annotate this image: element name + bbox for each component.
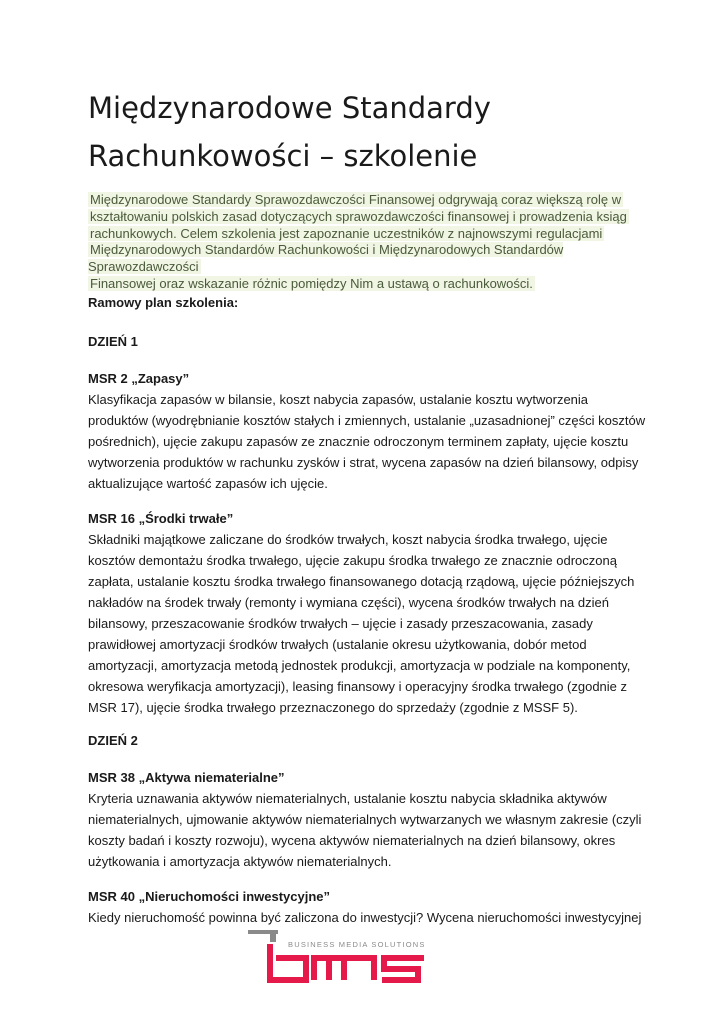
section-msr38 bbox=[88, 767, 648, 872]
plan-heading: Ramowy plan szkolenia: bbox=[88, 295, 239, 310]
section-line: wytworzenia produktów w rachunku zysków i strat, wycena zapasów na dzień bilansowy, odpisy bbox=[88, 455, 639, 470]
section-msr2 bbox=[88, 368, 648, 494]
section-msr16 bbox=[88, 508, 648, 718]
section-line: MSR 17), ujęcie środka trwałego przeznaczonego do sprzedaży (zgodnie z MSSF 5). bbox=[88, 700, 578, 715]
intro-line: Finansowej oraz wskazanie różnic pomiędzy Nim a ustawą o rachunkowości. bbox=[90, 275, 533, 291]
logo-bar-stem-icon bbox=[270, 930, 276, 942]
section-line: użytkowania i amortyzacja aktywów niematerialnych. bbox=[88, 854, 392, 869]
intro-line: kształtowaniu polskich zasad dotyczących sprawozdawczości finansowej i prowadzenia ksiąg bbox=[90, 208, 627, 224]
section-heading: MSR 16 „Środki trwałe” bbox=[88, 511, 234, 526]
logo-m-icon bbox=[314, 958, 374, 980]
title-line-2: Rachunkowości – szkolenie bbox=[88, 139, 478, 173]
section-line: niematerialnych, ujmowanie aktywów niematerialnych wytwarzanych we własnym zakresie (czyli bbox=[88, 812, 642, 827]
section-heading: MSR 2 „Zapasy” bbox=[88, 371, 190, 386]
section-line: amortyzacji, amortyzacja metodą jednostek produkcji, amortyzacja w podziale na komponenty, bbox=[88, 658, 631, 673]
intro-line: Międzynarodowe Standardy Sprawozdawczości Finansowej odgrywają coraz większą rolę w bbox=[90, 192, 622, 207]
page-title bbox=[88, 84, 688, 180]
section-msr40 bbox=[88, 886, 648, 928]
section-line: Kiedy nieruchomość powinna być zaliczona do inwestycji? Wycena nieruchomości inwestycyjnej bbox=[88, 910, 642, 925]
section-line: produktów (wyodrębnianie kosztów stałych i zmiennych, ustalanie „uzasadnionej” części kosztów bbox=[88, 413, 646, 428]
section-line: Składniki majątkowe zaliczane do środków trwałych, koszt nabycia środka trwałego, ujęcie bbox=[88, 532, 608, 547]
section-line: nakładów na środek trwały (remonty i wymiana części), wycena środków trwałych na dzień bbox=[88, 595, 609, 610]
section-line: prawidłowej amortyzacji środków trwałych (ustalanie okresu użytkowania, dobór metod bbox=[88, 637, 587, 652]
section-line: pośrednich), ujęcie zakupu zapasów ze znacznie odroczonym terminem zapłaty, ujęcie kosztu bbox=[88, 434, 629, 449]
day-2-heading: DZIEŃ 2 bbox=[88, 733, 138, 748]
section-heading: MSR 40 „Nieruchomości inwestycyjne” bbox=[88, 889, 331, 904]
intro-paragraph bbox=[88, 192, 648, 293]
section-line: kosztów demontażu środka trwałego, ujęcie zakupu środka trwałego ze znacznie odroczoną bbox=[88, 553, 617, 568]
logo-text: bms bbox=[448, 990, 450, 991]
section-line: aktualizujące wartość zapasów ich ujęcie. bbox=[88, 476, 328, 491]
logo-b-icon bbox=[270, 944, 306, 980]
section-line: Klasyfikacja zapasów w bilansie, koszt nabycia zapasów, ustalanie kosztu wytworzenia bbox=[88, 392, 589, 407]
section-line: zapłata, ustalanie kosztu środka trwałego finansowanego dotacją rządową, ujęcie późniejszych bbox=[88, 574, 635, 589]
section-heading: MSR 38 „Aktywa niematerialne” bbox=[88, 770, 285, 785]
section-line: okresowa weryfikacja amortyzacji), leasing finansowy i operacyjny środka trwałego (zgodnie z bbox=[88, 679, 628, 694]
section-line: koszty badań i koszty rozwoju), wycena aktywów niematerialnych na dzień bilansowy, okres bbox=[88, 833, 616, 848]
logo-tagline: BUSINESS MEDIA SOLUTIONS bbox=[288, 940, 426, 949]
logo-s-icon bbox=[382, 958, 424, 980]
day-1-heading: DZIEŃ 1 bbox=[88, 334, 138, 349]
section-line: Kryteria uznawania aktywów niematerialnych, ustalanie kosztu nabycia składnika aktywów bbox=[88, 791, 607, 806]
bms-logo bbox=[248, 930, 450, 991]
title-line-1: Międzynarodowe Standardy bbox=[88, 91, 491, 125]
intro-line: rachunkowych. Celem szkolenia jest zapoznanie uczestników z najnowszymi regulacjami bbox=[90, 225, 603, 241]
section-line: bilansowy, przeszacowanie środków trwałych – ujęcie i zasady przeszacowania, zasady bbox=[88, 616, 593, 631]
intro-line: Międzynarodowych Standardów Rachunkowości i Międzynarodowych Standardów Sprawozdawczości bbox=[88, 242, 564, 275]
